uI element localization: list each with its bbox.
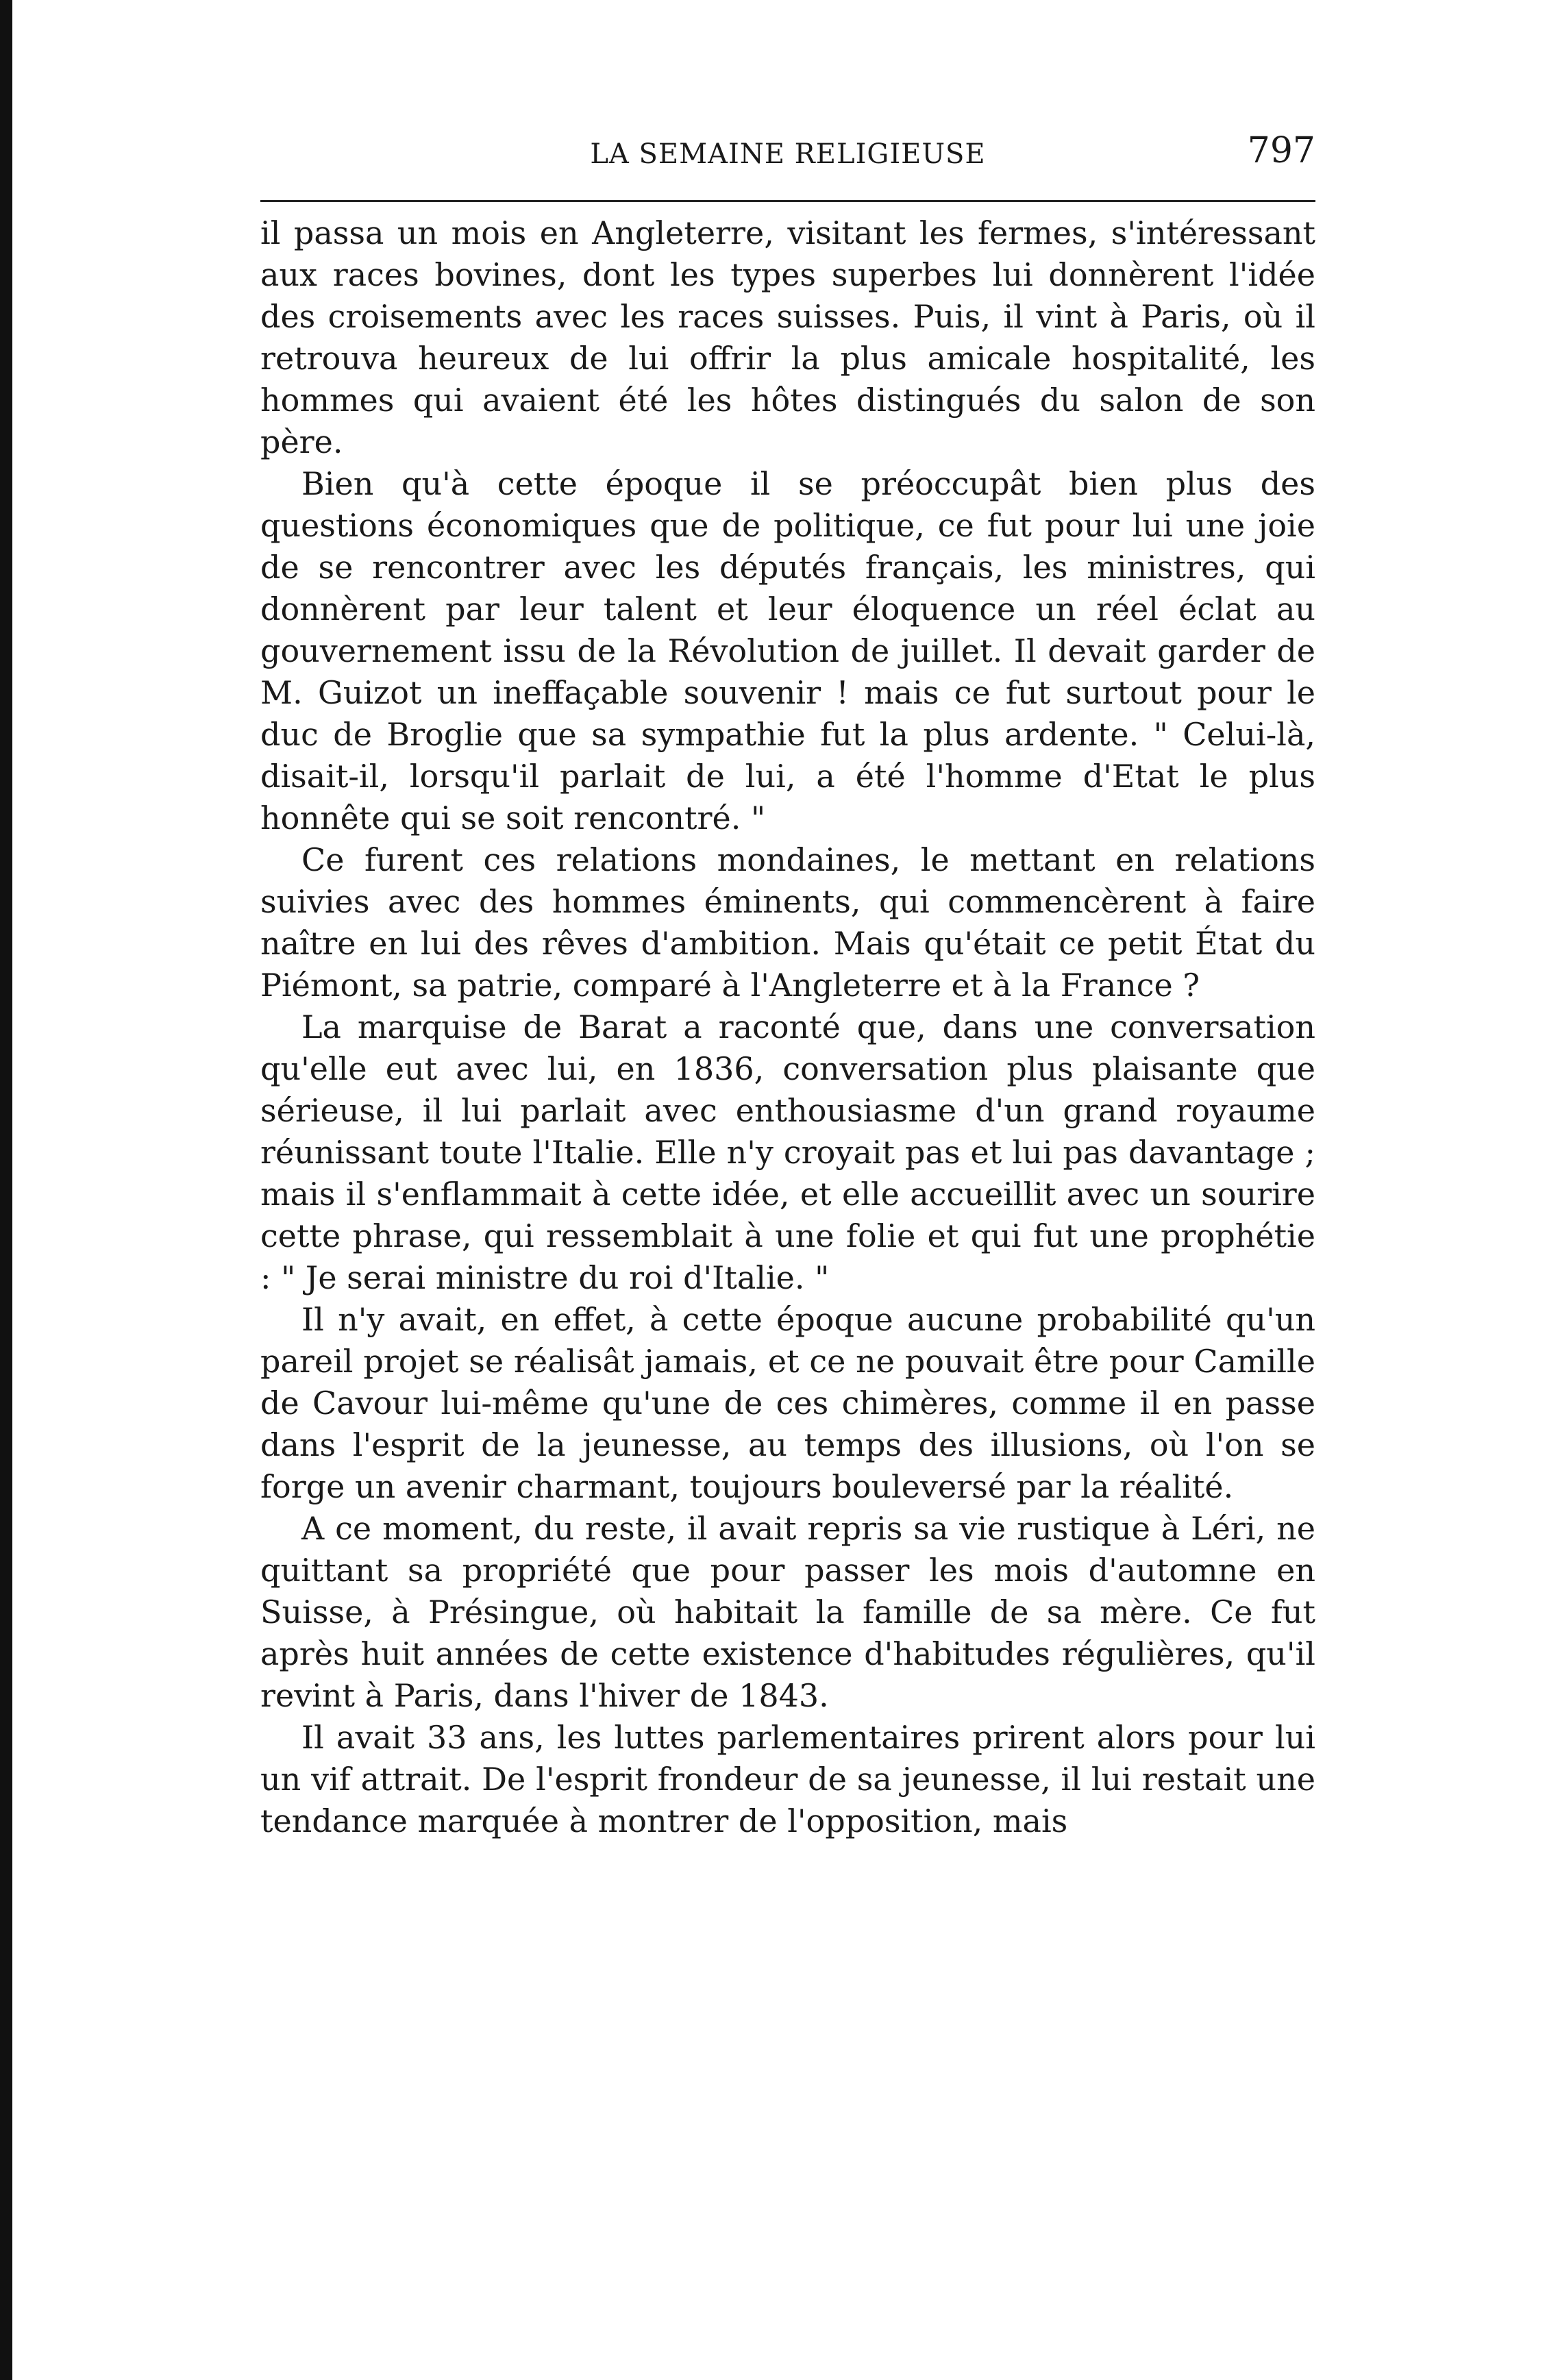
header-rule [260, 200, 1315, 202]
page-number: 797 [1247, 130, 1315, 171]
paragraph: Ce furent ces relations mondaines, le mettant en relations suivies avec des hommes éminents, qui commencèrent à faire naître en lui des rêves d'ambition. Mais qu'était ce petit État du Piémont, sa patrie, comparé à l'Angleterre et à la France ? [260, 841, 1315, 1004]
body-text [260, 212, 1315, 1842]
paragraph: Il n'y avait, en effet, à cette époque aucune probabilité qu'un pareil projet se réalisât jamais, et ce ne pouvait être pour Camille de Cavour lui-même qu'une de ces chimères, comme il en passe dans l'esprit de la jeunesse, au temps des illusions, où l'on se forge un avenir charmant, toujours bouleversé par la réalité. [260, 1301, 1315, 1505]
running-head [260, 130, 1315, 178]
paragraph: il passa un mois en Angleterre, visitant les fermes, s'intéressant aux races bovines, dont les types superbes lui donnèrent l'idée des croisements avec les races suisses. Puis, il vint à Paris, où il retrouva heureux de lui offrir la plus amicale hospitalité, les hommes qui avaient été les hôtes distingués du salon de son père. [260, 214, 1315, 460]
paragraph: Bien qu'à cette époque il se préoccupât bien plus des questions économiques que de politique, ce fut pour lui une joie de se rencontrer avec les députés français, les ministres, qui donnèrent par leur talent et leur éloquence un réel éclat au gouvernement issu de la Révolution de juillet. Il devait garder de M. Guizot un ineffaçable souvenir ! mais ce fut surtout pour le duc de Broglie que sa sympathie fut la plus ardente. " Celui-là, disait-il, lorsqu'il parlait de lui, a été l'homme d'Etat le plus honnête qui se soit rencontré. " [260, 465, 1315, 836]
paragraph: Il avait 33 ans, les luttes parlementaires prirent alors pour lui un vif attrait. De l'esprit frondeur de sa jeunesse, il lui restait une tendance marquée à montrer de l'opposition, mais [260, 1719, 1315, 1839]
running-title: LA SEMAINE RELIGIEUSE [590, 138, 986, 170]
page [260, 130, 1315, 1839]
paragraph: La marquise de Barat a raconté que, dans une conversation qu'elle eut avec lui, en 1836, conversation plus plaisante que sérieuse, il lui parlait avec enthousiasme d'un grand royaume réunissant toute l'Italie. Elle n'y croyait pas et lui pas davantage ; mais il s'enflammait à cette idée, et elle accueillit avec un sourire cette phrase, qui ressemblait à une folie et qui fut une prophétie : " Je serai ministre du roi d'Italie. " [260, 1008, 1315, 1296]
paragraph: A ce moment, du reste, il avait repris sa vie rustique à Léri, ne quittant sa propriété que pour passer les mois d'automne en Suisse, à Présingue, où habitait la famille de sa mère. Ce fut après huit années de cette existence d'habitudes régulières, qu'il revint à Paris, dans l'hiver de 1843. [260, 1510, 1315, 1714]
scan-edge [0, 0, 12, 2380]
